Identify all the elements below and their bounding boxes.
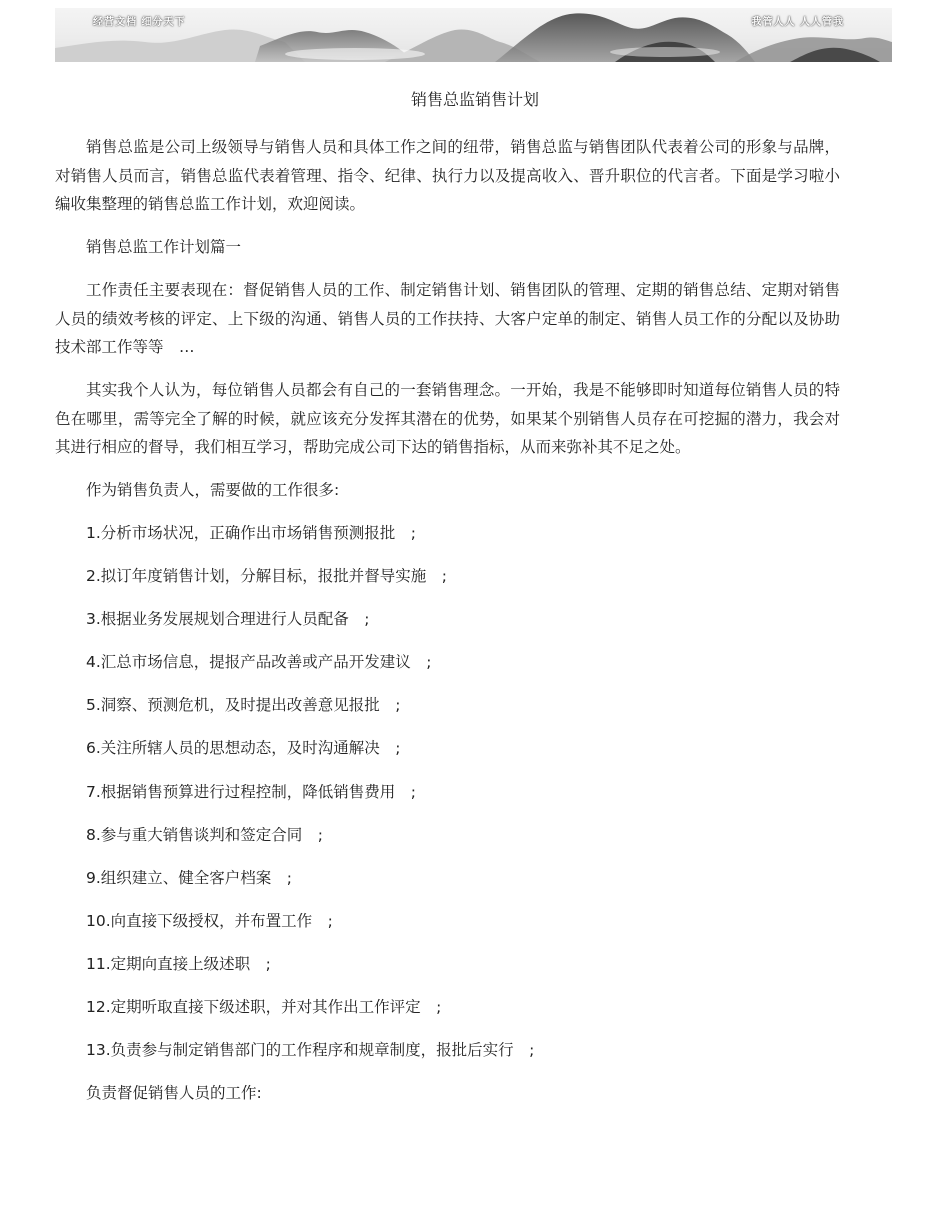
duty-item: 3.根据业务发展规划合理进行人员配备 ; — [86, 610, 370, 629]
duty-item: 1.分析市场状况，正确作出市场销售预测报批 ; — [86, 524, 417, 542]
duty-item: 7.根据销售预算进行过程控制，降低销售费用 ; — [86, 782, 417, 801]
duty-item: 6.关注所辖人员的思想动态，及时沟通解决 ; — [86, 739, 401, 758]
intro-paragraph: 销售总监是公司上级领导与销售人员和具体工作之间的纽带，销售总监与销售团队代表着公司的形象与品牌，对销售人员而言，销售总监代表着管理、指令、纪律、执行力以及提高收入、晋升职位的代言者。下面是学习啦小编收集整理的销售总监工作计划，欢迎阅读。 — [55, 138, 840, 213]
document-body — [55, 133, 840, 1122]
closing-line: 负责督促销售人员的工作: — [86, 1084, 262, 1103]
duty-item: 11.定期向直接上级述职 ; — [86, 954, 271, 973]
responsibilities-paragraph: 工作责任主要表现在：督促销售人员的工作、制定销售计划、销售团队的管理、定期的销售总结、定期对销售人员的绩效考核的评定、上下级的沟通、销售人员的工作扶持、大客户定单的制定、销售人员工作的分配以及协助技术部工作等等 … — [55, 281, 840, 356]
duty-item: 13.负责参与制定销售部门的工作程序和规章制度，报批后实行 ; — [86, 1041, 535, 1060]
duty-item: 4.汇总市场信息，提报产品改善或产品开发建议 ; — [86, 653, 432, 672]
header-banner — [55, 8, 892, 62]
philosophy-paragraph: 其实我个人认为，每位销售人员都会有自己的一套销售理念。一开始，我是不能够即时知道每位销售人员的特色在哪里，需等完全了解的时候，就应该充分发挥其潜在的优势，如果某个别销售人员存在可挖掘的潜力，我会对其进行相应的督导，我们相互学习，帮助完成公司下达的销售指标，从而来弥补其不足之处。 — [55, 381, 840, 456]
section-heading: 销售总监工作计划篇一 — [86, 238, 242, 256]
duty-item: 8.参与重大销售谈判和签定合同 ; — [86, 825, 324, 844]
duty-item: 5.洞察、预测危机，及时提出改善意见报批 ; — [86, 696, 401, 715]
banner-slogan-left: 经营文档 细分天下 — [93, 17, 186, 28]
duty-item: 12.定期听取直接下级述职，并对其作出工作评定 ; — [86, 998, 442, 1017]
duty-item: 9.组织建立、健全客户档案 ; — [86, 868, 293, 887]
banner-slogan-right: 我管人人 人人管我 — [751, 17, 844, 28]
duties-intro: 作为销售负责人，需要做的工作很多: — [86, 481, 340, 499]
duty-item: 2.拟订年度销售计划，分解目标，报批并督导实施 ; — [86, 567, 448, 586]
document-title: 销售总监销售计划 — [410, 90, 539, 109]
duty-item: 10.向直接下级授权，并布置工作 ; — [86, 911, 333, 930]
